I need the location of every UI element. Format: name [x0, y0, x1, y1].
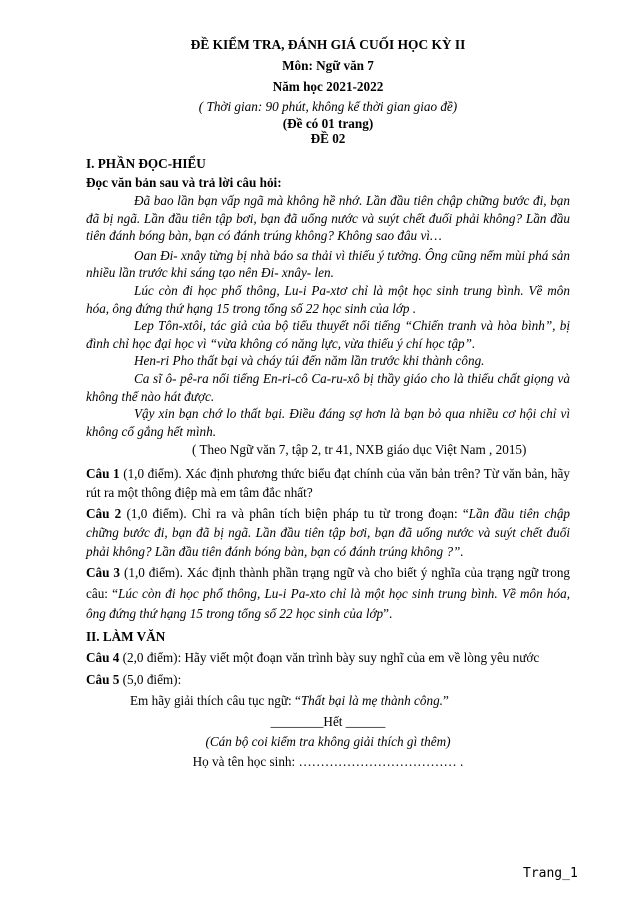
question-text: (2,0 điểm): Hãy viết một đoạn văn trình bày suy nghĩ của em về lòng yêu nước: [119, 649, 540, 665]
passage-source: ( Theo Ngữ văn 7, tập 2, tr 41, NXB giáo dục Việt Nam , 2015): [192, 442, 527, 458]
school-year: Năm học 2021-2022: [272, 79, 384, 94]
passage-paragraph: Oan Đi- xnây từng bị nhà báo sa thải vì thiếu ý tưởng. Ông cũng nếm mùi phá sản nhiều lần trước khi sáng tạo nên Đi- xnây- len.: [86, 247, 570, 281]
question-text: (1,0 điểm). Xác định thành phần trạng ngữ và cho biết ý nghĩa của trạng ngữ trong câu: “: [86, 565, 571, 601]
question-text: (1,0 điểm). Xác định phương thức biểu đạt chính của văn bản trên? Từ văn bản, hãy rút ra một thông điệp mà em tâm đắc nhất?: [86, 466, 570, 501]
question-quote-end: ”.: [383, 606, 393, 622]
student-name-line: Họ và tên học sinh: ……………………………… .: [192, 753, 464, 769]
reading-passage: [86, 192, 570, 440]
question-label: Câu 3: [86, 565, 121, 581]
time-note: ( Thời gian: 90 phút, không kể thời gian giao đề): [198, 99, 458, 114]
passage-paragraph: Lep Tôn-xtôi, tác giả của bộ tiểu thuyết nổi tiếng “Chiến tranh và hòa bình”, bị đình chỉ học đại học vì “vừa không có năng lực, vừa thiếu ý chí học tập”.: [86, 318, 570, 351]
question-label: Câu 4: [86, 649, 120, 665]
question-4: [86, 648, 570, 668]
writing-heading: II. LÀM VĂN: [86, 628, 166, 644]
reading-heading: I. PHẦN ĐỌC-HIỂU: [86, 156, 206, 171]
document-body: [86, 34, 570, 772]
exam-title: ĐỀ KIỂM TRA, ĐÁNH GIÁ CUỐI HỌC KỲ II: [190, 37, 466, 52]
question-5: [86, 670, 570, 689]
exam-code: ĐỀ 02: [310, 131, 346, 146]
question-quote: Lúc còn đi học phổ thông, Lu-i Pa-xto chỉ là một học sinh trung bình. Về môn hóa, ông đứng thứ hạng 15 trong tổng số 22 học sinh của lớp: [86, 585, 570, 622]
question-label: Câu 1: [86, 466, 120, 482]
invigilator-note: (Cán bộ coi kiểm tra không giải thích gì thêm): [205, 733, 451, 749]
end-marker: ________Hết ______: [270, 713, 386, 729]
passage-paragraph: Hen-ri Pho thất bại và cháy túi đến năm lần trước khi thành công.: [134, 353, 485, 369]
passage-paragraph: Ca sĩ ô- pê-ra nổi tiếng En-ri-cô Ca-ru-xô bị thầy giáo cho là thiếu chất giọng và không thể nào hát được.: [86, 370, 570, 404]
page-number: Trang_1: [523, 866, 578, 881]
reading-instruction: Đọc văn bản sau và trả lời câu hỏi:: [86, 175, 282, 190]
question-text: (5,0 điểm):: [119, 671, 182, 687]
question-quote: Lần đầu tiên chập chững bước đi, bạn đã bị ngã. Lần đầu tiên tập bơi, bạn đã uống nước và suýt chết đuối phải không? Lần đầu tiên đánh bóng bàn, bạn có đánh trúng không ?”.: [86, 506, 571, 560]
pages-note: (Đề có 01 trang): [282, 116, 374, 131]
passage-paragraph: Lúc còn đi học phổ thông, Lu-i Pa-xtơ chỉ là một học sinh trung bình. Về môn hóa, ông đứng thứ hạng 15 trong tổng số 22 học sinh của lớp .: [86, 282, 570, 316]
question-label: Câu 5: [86, 671, 120, 687]
proverb-quote-end: ”: [442, 692, 449, 708]
question-3: [86, 563, 570, 625]
question-label: Câu 2: [86, 506, 122, 522]
passage-paragraph: Vậy xin bạn chớ lo thất bại. Điều đáng sợ hơn là bạn bỏ qua nhiều cơ hội chỉ vì không cố gắng hết mình.: [86, 406, 570, 439]
proverb-prompt: [86, 691, 570, 710]
question-1: [86, 464, 570, 502]
question-2: [86, 504, 570, 561]
proverb-quote: Thất bại là mẹ thành công.: [300, 692, 443, 708]
passage-paragraph: Đã bao lần bạn vấp ngã mà không hề nhớ. Lần đầu tiên chập chững bước đi, bạn đã bị ngã. Lần đầu tiên tập bơi, bạn đã uống nước và suýt chết đuối phải không? Lần đầu tiên đánh bóng bàn, bạn có đánh trúng không? Không sao đâu vì…: [86, 193, 570, 244]
proverb-prompt-text: Em hãy giải thích câu tục ngữ: “: [130, 692, 301, 708]
question-text: (1,0 điểm). Chỉ ra và phân tích biện pháp tu từ trong đoạn: “: [121, 506, 469, 522]
subject-line: Môn: Ngữ văn 7: [282, 58, 374, 73]
